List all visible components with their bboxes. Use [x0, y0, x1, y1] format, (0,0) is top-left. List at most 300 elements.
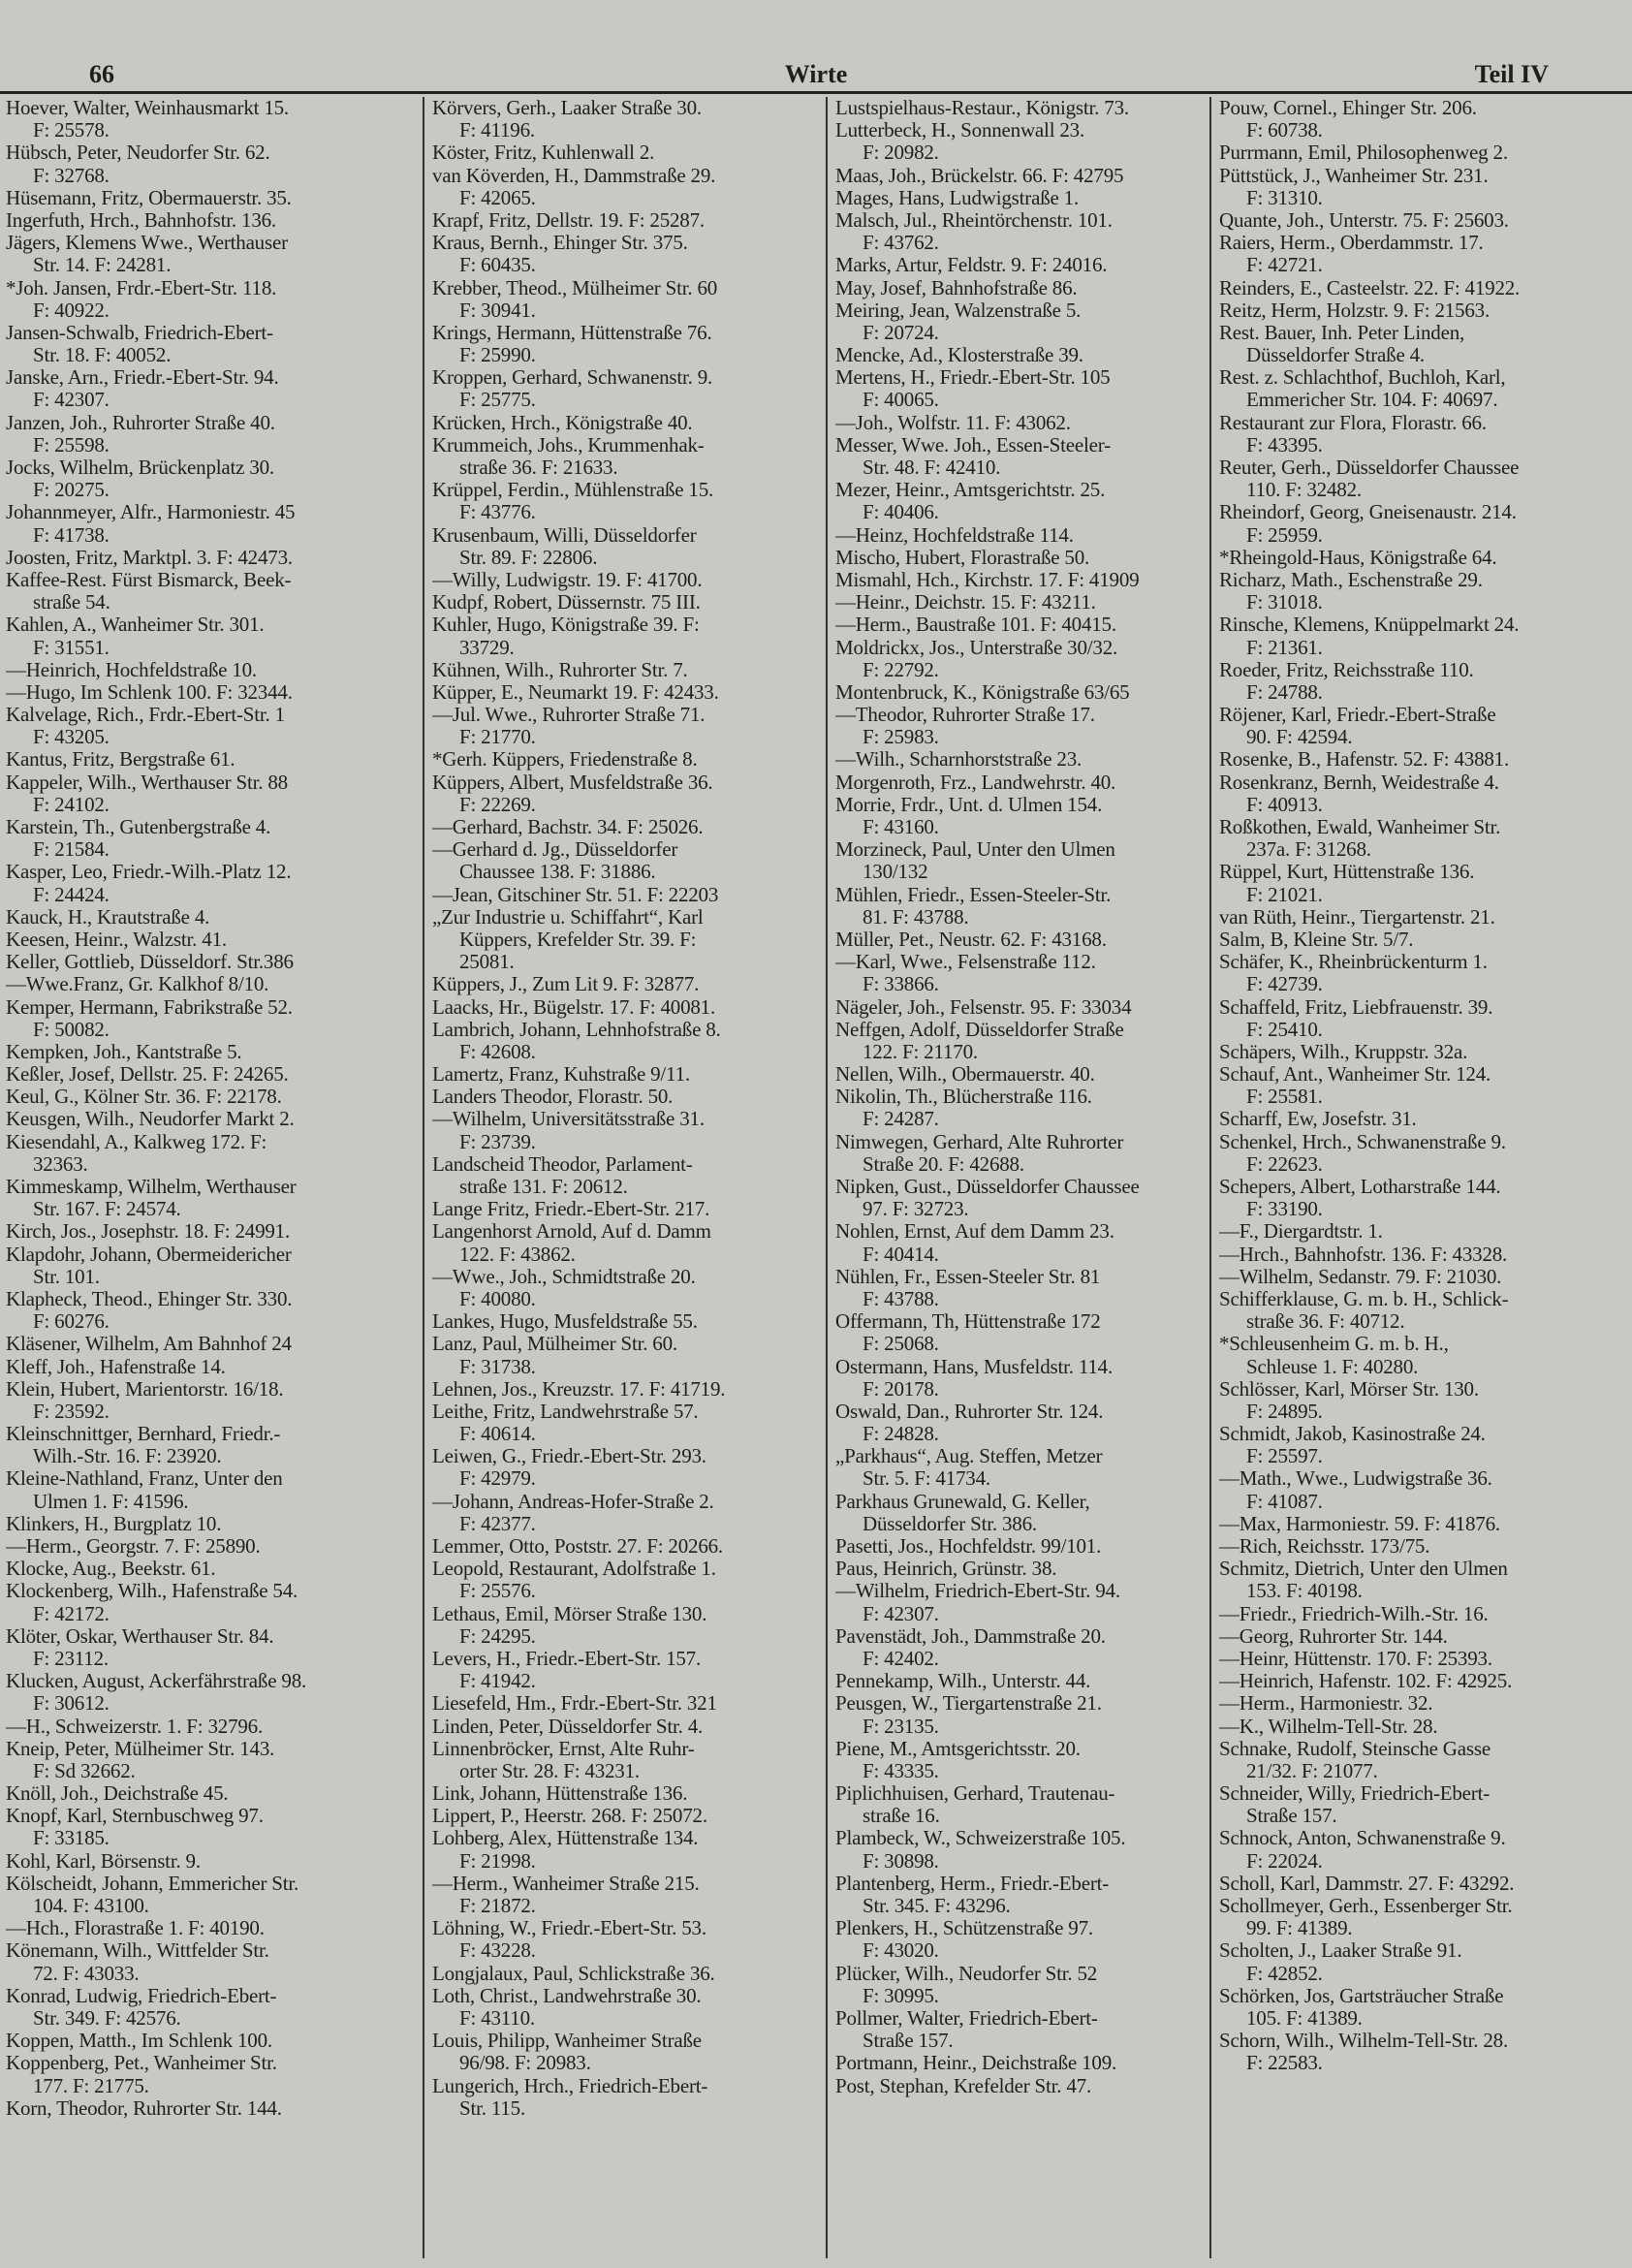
entry-line: Mertens, H., Friedr.-Ebert-Str. 105 — [835, 366, 1111, 390]
directory-entry — [835, 366, 1215, 411]
entry-continuation: F: 42721. — [1246, 254, 1323, 277]
directory-entry — [432, 1333, 830, 1377]
section-part: Teil IV — [1474, 60, 1549, 88]
entry-line: Röjener, Karl, Friedr.-Ebert-Straße — [1219, 704, 1496, 727]
entry-continuation: F: 41087. — [1246, 1490, 1323, 1513]
directory-entry — [6, 1378, 417, 1423]
entry-continuation: Straße 157. — [1246, 1805, 1337, 1828]
entry-line: Keesen, Heinr., Walzstr. 41. — [6, 928, 227, 951]
entry-line: Koppenberg, Pet., Wanheimer Str. — [6, 2052, 277, 2075]
entry-continuation: Düsseldorfer Str. 386. — [863, 1512, 1037, 1535]
directory-entry — [1219, 1782, 1630, 1827]
directory-entry — [6, 1670, 417, 1715]
entry-line: —Heinr., Deichstr. 15. F: 43211. — [835, 591, 1096, 614]
directory-entry — [432, 1401, 830, 1445]
entry-continuation: F: 42739. — [1246, 973, 1323, 996]
directory-entry — [6, 2030, 417, 2052]
directory-entry — [432, 704, 830, 748]
directory-entry — [6, 1108, 417, 1130]
entry-continuation: F: 22792. — [863, 658, 939, 681]
entry-continuation: F: 24102. — [33, 793, 110, 816]
entry-line: Oswald, Dan., Ruhrorter Str. 124. — [835, 1400, 1104, 1423]
directory-entry — [6, 1356, 417, 1378]
entry-line: Jansen-Schwalb, Friedrich-Ebert- — [6, 321, 273, 344]
directory-entry — [1219, 1939, 1630, 1984]
directory-entry — [835, 1558, 1215, 1580]
entry-continuation: F: 42402. — [863, 1647, 939, 1670]
directory-entry — [432, 366, 830, 411]
entry-line: Roßkothen, Ewald, Wanheimer Str. — [1219, 816, 1501, 838]
entry-line: Levers, H., Friedr.-Ebert-Str. 157. — [432, 1647, 702, 1670]
entry-line: Löhning, W., Friedr.-Ebert-Str. 53. — [432, 1917, 706, 1940]
directory-entry — [1219, 501, 1630, 546]
entry-line: Korn, Theodor, Ruhrorter Str. 144. — [6, 2096, 282, 2120]
directory-entry — [6, 2097, 417, 2120]
directory-entry — [1219, 1873, 1630, 1895]
entry-continuation: F: 30898. — [863, 1849, 939, 1873]
entry-continuation: F: 24828. — [863, 1423, 939, 1446]
directory-entry — [432, 1873, 830, 1917]
entry-continuation: F: 25959. — [1246, 523, 1323, 547]
directory-entry — [835, 704, 1215, 748]
entry-line: Lippert, P., Heerstr. 268. F: 25072. — [432, 1805, 707, 1828]
entry-line: Klocke, Aug., Beekstr. 61. — [6, 1558, 216, 1581]
directory-entry — [432, 1491, 830, 1535]
directory-entry — [835, 681, 1215, 704]
entry-line: Lemmer, Otto, Poststr. 27. F: 20266. — [432, 1535, 723, 1558]
directory-entry — [6, 322, 417, 366]
entry-continuation: F: 43395. — [1246, 433, 1323, 457]
directory-entry — [1219, 1131, 1630, 1176]
entry-line: Reitz, Herm, Holzstr. 9. F: 21563. — [1219, 299, 1491, 322]
entry-line: —K., Wilhelm-Tell-Str. 28. — [1219, 1715, 1438, 1738]
entry-line: Nohlen, Ernst, Auf dem Damm 23. — [835, 1220, 1114, 1244]
directory-entry — [6, 1220, 417, 1243]
directory-columns — [0, 97, 1632, 2258]
entry-continuation: F: 50082. — [33, 1018, 110, 1041]
entry-line: Köster, Fritz, Kuhlenwall 2. — [432, 142, 655, 165]
entry-line: Knopf, Karl, Sternbuschweg 97. — [6, 1805, 264, 1828]
entry-continuation: Düsseldorfer Straße 4. — [1246, 344, 1425, 367]
page-title: Wirte — [784, 60, 848, 88]
entry-line: Offermann, Th, Hüttenstraße 172 — [835, 1310, 1101, 1334]
entry-continuation: F: 43788. — [863, 1287, 939, 1310]
entry-line: Kleff, Joh., Hafenstraße 14. — [6, 1355, 226, 1378]
directory-entry — [432, 1917, 830, 1962]
entry-continuation: straße 36. F: 40712. — [1246, 1310, 1405, 1334]
entry-line: —Herm., Georgstr. 7. F: 25890. — [6, 1535, 261, 1558]
entry-line: Kneip, Peter, Mülheimer Str. 143. — [6, 1737, 275, 1760]
entry-line: Jägers, Klemens Wwe., Werthauser — [6, 232, 288, 255]
directory-entry — [6, 457, 417, 501]
directory-entry — [432, 479, 830, 523]
entry-line: Ingerfuth, Hrch., Bahnhofstr. 136. — [6, 208, 276, 232]
entry-continuation: F: 21584. — [33, 838, 110, 862]
entry-continuation: F: 42608. — [459, 1040, 536, 1063]
entry-continuation: Emmericher Str. 104. F: 40697. — [1246, 389, 1498, 412]
entry-continuation: F: 23112. — [33, 1647, 109, 1670]
entry-line: Kudpf, Robert, Düssernstr. 75 III. — [432, 591, 701, 614]
directory-entry — [6, 1086, 417, 1108]
directory-entry — [1219, 165, 1630, 209]
entry-line: Müller, Pet., Neustr. 62. F: 43168. — [835, 928, 1107, 951]
directory-entry — [835, 524, 1215, 547]
entry-continuation: Str. 167. F: 24574. — [33, 1198, 181, 1221]
entry-line: Keusgen, Wilh., Neudorfer Markt 2. — [6, 1108, 295, 1131]
entry-line: Rüppel, Kurt, Hüttenstraße 136. — [1219, 861, 1475, 884]
entry-line: Schmidt, Jakob, Kasinostraße 24. — [1219, 1423, 1486, 1446]
entry-continuation: F: 40913. — [1246, 793, 1323, 816]
entry-line: Rest. Bauer, Inh. Peter Linden, — [1219, 321, 1465, 344]
entry-continuation: Wilh.-Str. 16. F: 23920. — [33, 1445, 222, 1468]
directory-entry — [1219, 1288, 1630, 1333]
entry-line: Schnock, Anton, Schwanenstraße 9. — [1219, 1827, 1506, 1850]
entry-line: Kühnen, Wilh., Ruhrorter Str. 7. — [432, 658, 688, 681]
directory-entry — [835, 996, 1215, 1019]
entry-line: Schlösser, Karl, Mörser Str. 130. — [1219, 1377, 1479, 1401]
entry-continuation: Str. 89. F: 22806. — [459, 546, 598, 569]
entry-line: Lamertz, Franz, Kuhstraße 9/11. — [432, 1063, 690, 1087]
entry-line: van Rüth, Heinr., Tiergartenstr. 21. — [1219, 905, 1495, 929]
entry-line: Schifferklause, G. m. b. H., Schlick- — [1219, 1287, 1509, 1310]
entry-continuation: F: 31738. — [459, 1355, 536, 1378]
entry-line: Keßler, Josef, Dellstr. 25. F: 24265. — [6, 1063, 289, 1087]
directory-entry — [1219, 1423, 1630, 1467]
directory-entry — [1219, 142, 1630, 164]
directory-entry — [835, 254, 1215, 276]
entry-line: Klein, Hubert, Marientorstr. 16/18. — [6, 1377, 284, 1401]
entry-line: Schollmeyer, Gerh., Essenberger Str. — [1219, 1895, 1513, 1917]
entry-line: Kirch, Jos., Josephstr. 18. F: 24991. — [6, 1220, 291, 1244]
entry-line: Link, Johann, Hüttenstraße 136. — [432, 1782, 688, 1806]
directory-entry — [6, 816, 417, 861]
entry-continuation: F: 40414. — [863, 1243, 939, 1266]
directory-entry — [835, 187, 1215, 209]
entry-line: Hüsemann, Fritz, Obermauerstr. 35. — [6, 186, 292, 209]
directory-entry — [835, 1086, 1215, 1130]
directory-entry — [1219, 1041, 1630, 1063]
entry-line: Janzen, Joh., Ruhrorter Straße 40. — [6, 411, 275, 434]
entry-line: Leopold, Restaurant, Adolfstraße 1. — [432, 1558, 716, 1581]
directory-entry — [432, 614, 830, 658]
entry-line: May, Josef, Bahnhofstraße 86. — [835, 276, 1078, 299]
entry-line: Quante, Joh., Unterstr. 75. F: 25603. — [1219, 208, 1509, 232]
entry-line: Kahlen, A., Wanheimer Str. 301. — [6, 614, 265, 637]
directory-entry — [432, 232, 830, 276]
entry-line: Pasetti, Jos., Hochfeldstr. 99/101. — [835, 1535, 1102, 1558]
directory-entry — [1219, 322, 1630, 366]
directory-entry — [6, 1288, 417, 1333]
entry-continuation: 237a. F: 31268. — [1246, 838, 1371, 862]
directory-entry — [1219, 1333, 1630, 1377]
entry-line: Maas, Joh., Brückelstr. 66. F: 42795 — [835, 164, 1124, 187]
entry-line: Krummeich, Johs., Krummenhak- — [432, 433, 705, 457]
entry-continuation: Str. 18. F: 40052. — [33, 344, 172, 367]
entry-line: —Theodor, Ruhrorter Straße 17. — [835, 704, 1095, 727]
directory-entry — [1219, 861, 1630, 905]
directory-entry — [835, 209, 1215, 254]
entry-continuation: F: 43205. — [33, 726, 110, 749]
entry-continuation: 130/132 — [863, 861, 928, 884]
entry-line: Krebber, Theod., Mülheimer Str. 60 — [432, 276, 718, 299]
entry-line: Janske, Arn., Friedr.-Ebert-Str. 94. — [6, 366, 279, 390]
entry-continuation: F: 25578. — [33, 119, 110, 142]
page-number: 66 — [89, 60, 114, 88]
entry-continuation: 90. F: 42594. — [1246, 726, 1353, 749]
directory-entry — [835, 1827, 1215, 1872]
entry-continuation: F: 22623. — [1246, 1152, 1323, 1176]
directory-entry — [1219, 1895, 1630, 1939]
entry-line: Meiring, Jean, Walzenstraße 5. — [835, 299, 1082, 322]
entry-line: Marks, Artur, Feldstr. 9. F: 24016. — [835, 254, 1108, 277]
page-header — [0, 58, 1632, 94]
entry-line: Johannmeyer, Alfr., Harmoniestr. 45 — [6, 501, 296, 524]
entry-line: Paus, Heinrich, Grünstr. 38. — [835, 1558, 1057, 1581]
entry-continuation: 99. F: 41389. — [1246, 1917, 1353, 1940]
entry-line: Joosten, Fritz, Marktpl. 3. F: 42473. — [6, 546, 293, 569]
directory-entry — [835, 838, 1215, 883]
directory-entry — [835, 591, 1215, 614]
directory-entry — [432, 996, 830, 1019]
directory-entry — [432, 1985, 830, 2030]
directory-entry — [6, 1782, 417, 1805]
entry-continuation: straße 54. — [33, 591, 110, 614]
entry-continuation: F: 21361. — [1246, 636, 1323, 659]
entry-line: Kohl, Karl, Börsenstr. 9. — [6, 1849, 201, 1873]
entry-line: Mühlen, Friedr., Essen-Steeler-Str. — [835, 883, 1112, 906]
entry-line: Neffgen, Adolf, Düsseldorfer Straße — [835, 1018, 1124, 1041]
entry-line: Schneider, Willy, Friedrich-Ebert- — [1219, 1782, 1491, 1806]
entry-line: Knöll, Joh., Deichstraße 45. — [6, 1782, 229, 1806]
directory-entry — [6, 861, 417, 905]
entry-line: Schäfer, K., Rheinbrückenturm 1. — [1219, 951, 1488, 974]
directory-entry — [432, 277, 830, 322]
entry-line: Krings, Hermann, Hüttenstraße 76. — [432, 321, 712, 344]
directory-entry — [6, 1131, 417, 1176]
entry-line: —Math., Wwe., Ludwigstraße 36. — [1219, 1467, 1492, 1491]
entry-line: Kuhler, Hugo, Königstraße 39. F: — [432, 614, 700, 637]
directory-entry — [835, 1782, 1215, 1827]
directory-entry — [835, 1176, 1215, 1220]
directory-entry — [6, 951, 417, 973]
entry-line: Lambrich, Johann, Lehnhofstraße 8. — [432, 1018, 721, 1041]
entry-line: Lohberg, Alex, Hüttenstraße 134. — [432, 1827, 699, 1850]
directory-entry — [6, 142, 417, 186]
entry-continuation: F: 33190. — [1246, 1198, 1323, 1221]
directory-entry — [1219, 97, 1630, 142]
directory-entry — [1219, 1220, 1630, 1243]
entry-line: Restaurant zur Flora, Florastr. 66. — [1219, 411, 1487, 434]
directory-entry — [432, 524, 830, 569]
directory-entry — [835, 547, 1215, 569]
entry-continuation: F: 60435. — [459, 254, 536, 277]
entry-line: —Willy, Ludwigstr. 19. F: 41700. — [432, 568, 703, 591]
directory-entry — [835, 1310, 1215, 1355]
directory-entry — [835, 772, 1215, 794]
entry-line: Krapf, Fritz, Dellstr. 19. F: 25287. — [432, 208, 705, 232]
entry-continuation: 81. F: 43788. — [863, 905, 969, 929]
directory-entry — [6, 929, 417, 951]
entry-continuation: F: 23592. — [33, 1400, 110, 1423]
entry-continuation: F: 24287. — [863, 1108, 939, 1131]
entry-line: Kroppen, Gerhard, Schwanenstr. 9. — [432, 366, 713, 390]
entry-line: —Heinrich, Hochfeldstraße 10. — [6, 658, 257, 681]
directory-entry — [1219, 1378, 1630, 1423]
entry-line: Scharff, Ew, Josefstr. 31. — [1219, 1108, 1417, 1131]
directory-entry — [835, 2007, 1215, 2052]
directory-entry — [432, 209, 830, 232]
entry-continuation: F: 20724. — [863, 321, 939, 344]
entry-line: Hoever, Walter, Weinhausmarkt 15. — [6, 97, 289, 119]
entry-line: Klöter, Oskar, Werthauser Str. 84. — [6, 1624, 274, 1648]
directory-entry — [432, 1692, 830, 1715]
directory-entry — [6, 1558, 417, 1580]
entry-line: Malsch, Jul., Rheintörchenstr. 101. — [835, 208, 1113, 232]
directory-entry — [432, 681, 830, 704]
directory-entry — [6, 547, 417, 569]
directory-entry — [1219, 929, 1630, 951]
entry-line: Mencke, Ad., Klosterstraße 39. — [835, 344, 1083, 367]
entry-line: Kantus, Fritz, Bergstraße 61. — [6, 748, 235, 772]
directory-entry — [1219, 704, 1630, 748]
directory-entry — [6, 748, 417, 771]
entry-continuation: straße 16. — [863, 1805, 940, 1828]
entry-line: —Hch., Florastraße 1. F: 40190. — [6, 1917, 265, 1940]
directory-entry — [835, 1220, 1215, 1265]
directory-entry — [835, 1917, 1215, 1962]
directory-entry — [1219, 412, 1630, 457]
directory-entry — [432, 1535, 830, 1558]
entry-continuation: F: 25775. — [459, 389, 536, 412]
entry-line: Peusgen, W., Tiergartenstraße 21. — [835, 1692, 1102, 1716]
entry-continuation: F: 42307. — [33, 389, 110, 412]
entry-line: Kalvelage, Rich., Frdr.-Ebert-Str. 1 — [6, 704, 285, 727]
entry-continuation: F: 24788. — [1246, 680, 1323, 704]
directory-entry — [1219, 1513, 1630, 1535]
directory-entry — [1219, 232, 1630, 276]
entry-continuation: F: 30612. — [33, 1692, 110, 1716]
entry-line: Scholten, J., Laaker Straße 91. — [1219, 1939, 1462, 1963]
entry-continuation: Ulmen 1. F: 41596. — [33, 1490, 189, 1513]
directory-entry — [1219, 1670, 1630, 1692]
entry-line: Schepers, Albert, Lotharstraße 144. — [1219, 1176, 1501, 1198]
directory-entry — [1219, 1244, 1630, 1266]
directory-entry — [432, 1738, 830, 1782]
entry-continuation: Str. 48. F: 42410. — [863, 457, 1001, 479]
entry-line: Ostermann, Hans, Musfeldstr. 114. — [835, 1355, 1114, 1378]
entry-continuation: F: 31018. — [1246, 591, 1323, 614]
directory-entry — [6, 501, 417, 546]
directory-entry — [432, 1019, 830, 1063]
directory-entry — [835, 1963, 1215, 2007]
directory-entry — [6, 209, 417, 232]
entry-line: Kaffee-Rest. Fürst Bismarck, Beek- — [6, 568, 292, 591]
directory-entry — [835, 299, 1215, 344]
entry-line: van Köverden, H., Dammstraße 29. — [432, 164, 716, 187]
entry-continuation: F: 40406. — [863, 501, 939, 524]
directory-entry — [1219, 816, 1630, 861]
entry-line: Kasper, Leo, Friedr.-Wilh.-Platz 12. — [6, 861, 292, 884]
entry-line: Rosenkranz, Bernh, Weidestraße 4. — [1219, 771, 1499, 794]
entry-line: Keller, Gottlieb, Düsseldorf. Str.386 — [6, 951, 294, 974]
entry-line: Klinkers, H., Burgplatz 10. — [6, 1512, 222, 1535]
directory-entry — [6, 772, 417, 816]
directory-entry — [835, 2052, 1215, 2074]
entry-line: Kauck, H., Krautstraße 4. — [6, 905, 210, 929]
entry-line: —Herm., Baustraße 101. F: 40415. — [835, 614, 1116, 637]
entry-line: —H., Schweizerstr. 1. F: 32796. — [6, 1715, 264, 1738]
entry-line: Kiesendahl, A., Kalkweg 172. F: — [6, 1130, 267, 1153]
entry-continuation: straße 36. F: 21633. — [459, 457, 618, 479]
directory-entry — [835, 1445, 1215, 1490]
directory-entry — [1219, 772, 1630, 816]
directory-entry — [1219, 659, 1630, 704]
entry-continuation: F: 22583. — [1246, 2052, 1323, 2075]
directory-entry — [835, 1401, 1215, 1445]
directory-entry — [432, 97, 830, 142]
entry-line: Nellen, Wilh., Obermauerstr. 40. — [835, 1063, 1095, 1087]
entry-continuation: F: 25990. — [459, 344, 536, 367]
entry-continuation: Str. 349. F: 42576. — [33, 2006, 181, 2030]
entry-line: Krüppel, Ferdin., Mühlenstraße 15. — [432, 479, 714, 502]
directory-entry — [1219, 1985, 1630, 2030]
entry-line: Püttstück, J., Wanheimer Str. 231. — [1219, 164, 1489, 187]
entry-line: Purrmann, Emil, Philosophenweg 2. — [1219, 142, 1508, 165]
entry-continuation: orter Str. 28. F: 43231. — [459, 1759, 640, 1782]
entry-line: Lungerich, Hrch., Friedrich-Ebert- — [432, 2074, 708, 2097]
entry-line: *Gerh. Küppers, Friedenstraße 8. — [432, 748, 698, 772]
entry-line: Post, Stephan, Krefelder Str. 47. — [835, 2074, 1092, 2097]
directory-entry — [6, 1873, 417, 1917]
entry-line: Schnake, Rudolf, Steinsche Gasse — [1219, 1737, 1491, 1760]
entry-continuation: F: 24424. — [33, 883, 110, 906]
entry-line: Moldrickx, Jos., Unterstraße 30/32. — [835, 636, 1118, 659]
entry-line: —Johann, Andreas-Hofer-Straße 2. — [432, 1490, 714, 1513]
entry-line: —Heinr, Hüttenstr. 170. F: 25393. — [1219, 1647, 1492, 1670]
entry-continuation: F: 42852. — [1246, 1962, 1323, 1985]
entry-continuation: Straße 157. — [863, 2030, 954, 2053]
entry-continuation: F: 40065. — [863, 389, 939, 412]
entry-continuation: Schleuse 1. F: 40280. — [1246, 1355, 1419, 1378]
entry-continuation: F: 21998. — [459, 1849, 536, 1873]
entry-continuation: F: 32768. — [33, 164, 110, 187]
directory-entry — [1219, 547, 1630, 569]
directory-entry — [6, 1063, 417, 1086]
directory-entry — [835, 479, 1215, 523]
entry-line: —Jul. Wwe., Ruhrorter Straße 71. — [432, 704, 706, 727]
directory-entry — [1219, 996, 1630, 1041]
directory-entry — [1219, 1692, 1630, 1715]
entry-line: Rosenke, B., Hafenstr. 52. F: 43881. — [1219, 748, 1510, 772]
column-2 — [423, 97, 830, 2258]
directory-entry — [835, 165, 1215, 187]
entry-line: Plantenberg, Herm., Friedr.-Ebert- — [835, 1872, 1110, 1895]
entry-line: —Wwe., Joh., Schmidtstraße 20. — [432, 1265, 696, 1288]
entry-continuation: 97. F: 32723. — [863, 1198, 969, 1221]
entry-continuation: F: 33866. — [863, 973, 939, 996]
entry-line: Linden, Peter, Düsseldorfer Str. 4. — [432, 1715, 704, 1738]
entry-continuation: straße 131. F: 20612. — [459, 1176, 628, 1198]
entry-continuation: 25081. — [459, 951, 515, 974]
entry-line: —Jean, Gitschiner Str. 51. F: 22203 — [432, 883, 719, 906]
directory-entry — [835, 1266, 1215, 1310]
entry-continuation: F: 25068. — [863, 1333, 939, 1356]
entry-continuation: 153. F: 40198. — [1246, 1580, 1363, 1603]
directory-entry — [6, 1625, 417, 1670]
directory-entry — [6, 1467, 417, 1512]
entry-continuation: F: 25597. — [1246, 1445, 1323, 1468]
entry-continuation: F: Sd 32662. — [33, 1759, 136, 1782]
